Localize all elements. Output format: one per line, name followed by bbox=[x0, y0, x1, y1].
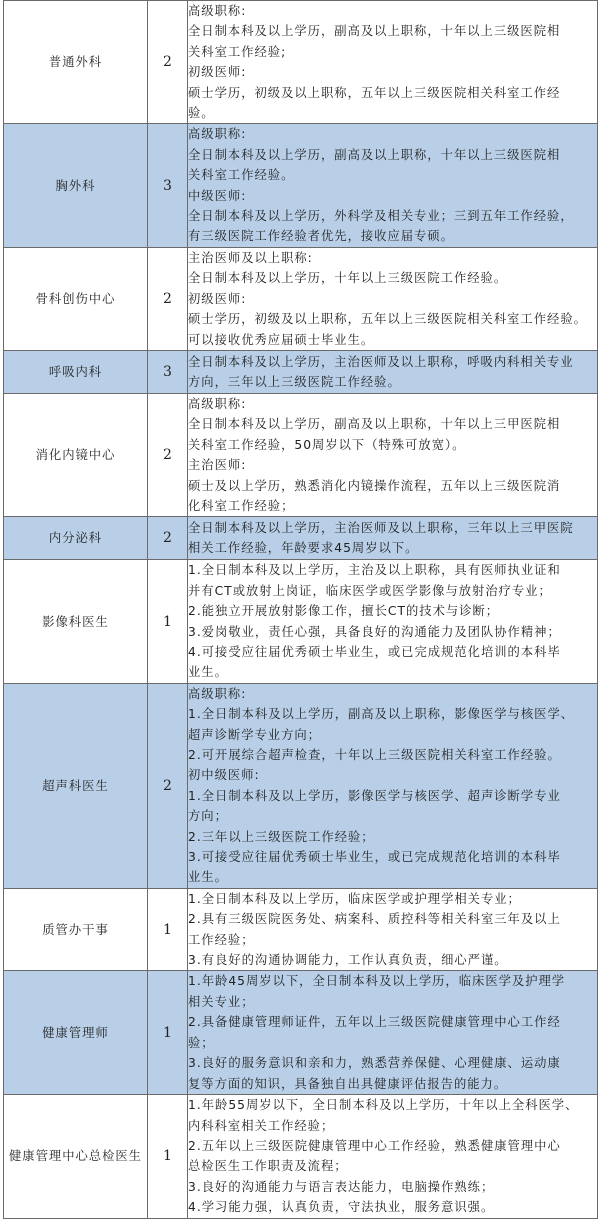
requirement-line: 总检医生工作职责及流程； bbox=[188, 1159, 348, 1174]
department-cell: 普通外科 bbox=[4, 1, 148, 124]
requirement-line: 初级医师: bbox=[188, 291, 247, 306]
requirement-line: 相关工作经验，年龄要求45周岁以下。 bbox=[188, 541, 419, 556]
table-row bbox=[4, 350, 598, 393]
table-row bbox=[4, 971, 598, 1094]
requirement-line: 1.全日制本科及以上学历，主治及以上职称，具有医师执业证和 bbox=[188, 563, 561, 578]
requirement-line: 可以接收优秀应届硕士毕业生。 bbox=[188, 332, 375, 347]
requirement-line: 1.年龄45周岁以下，全日制本科及以上学历，临床医学及护理学 bbox=[188, 974, 566, 989]
requirement-line: 2.可开展综合超声检查，十年以上三级医院相关科室工作经验。 bbox=[188, 748, 561, 762]
requirement-line: 2.三年以上三级医院工作经验； bbox=[188, 829, 375, 844]
table-row bbox=[4, 888, 598, 971]
requirements-cell bbox=[188, 1, 598, 124]
requirement-line: 硕士学历，初级及以上职称，五年以上三级医院相关科室工作经验。 bbox=[188, 312, 587, 327]
requirement-line: 初中级医师: bbox=[188, 768, 260, 783]
requirement-line: 1.全日制本科及以上学历，副高及以上职称，影像医学与核医学、 bbox=[188, 707, 575, 722]
table-row bbox=[4, 1, 598, 124]
department-cell: 内分泌科 bbox=[4, 517, 148, 560]
table-row bbox=[4, 517, 598, 560]
requirement-line: 化科室工作经验； bbox=[188, 498, 295, 513]
requirement-line: 3.有良好的沟通协调能力，工作认真负责，细心严谨。 bbox=[188, 953, 508, 968]
table-row bbox=[4, 124, 598, 247]
requirement-line: 中级医师: bbox=[188, 188, 247, 203]
table-row bbox=[4, 247, 598, 350]
requirement-line: 业生。 bbox=[188, 665, 228, 680]
requirement-line: 全日制本科及以上学历，副高及以上职称，十年以上三甲医院相 bbox=[188, 417, 561, 432]
requirements-cell bbox=[188, 560, 598, 683]
requirement-line: 全日制本科及以上学历，主治医师及以上职称，呼吸内科相关专业 bbox=[188, 354, 574, 369]
requirement-line: 并有CT或放射上岗证，临床医学或医学影像与放射治疗专业； bbox=[188, 583, 552, 598]
requirement-line: 业生。 bbox=[188, 870, 228, 885]
requirement-line: 硕士学历，初级及以上职称，五年以上三级医院相关科室工作经 bbox=[188, 85, 561, 100]
recruitment-table-body bbox=[4, 1, 598, 1219]
requirement-line: 相关专业； bbox=[188, 994, 255, 1009]
requirement-line: 硕士及以上学历，熟悉消化内镜操作流程，五年以上三级医院消 bbox=[188, 478, 561, 493]
requirement-line: 4.学习能力强，认真负责，守法执业，服务意识强。 bbox=[188, 1200, 495, 1215]
requirement-line: 方向； bbox=[188, 809, 228, 824]
department-cell: 健康管理师 bbox=[4, 971, 148, 1094]
requirement-line: 1.全日制本科及以上学历，影像医学与核医学、超声诊断学专业 bbox=[188, 788, 561, 803]
requirements-cell bbox=[188, 683, 598, 888]
table-row bbox=[4, 393, 598, 516]
headcount-cell: 1 bbox=[148, 560, 188, 683]
department-cell: 呼吸内科 bbox=[4, 350, 148, 393]
requirement-line: 初级医师: bbox=[188, 65, 247, 80]
requirements-cell bbox=[188, 393, 598, 516]
requirement-line: 方向，三年以上三级医院工作经验。 bbox=[188, 374, 401, 389]
recruitment-table bbox=[3, 0, 598, 1219]
requirement-line: 关科室工作经验，50周岁以下（特殊可放宽）。 bbox=[188, 437, 466, 452]
table-row bbox=[4, 683, 598, 888]
department-cell: 质管办干事 bbox=[4, 888, 148, 971]
requirement-line: 4.可接受应往届优秀硕士毕业生，或已完成规范化培训的本科毕 bbox=[188, 644, 561, 659]
requirement-line: 2.具有三级医院医务处、病案科、质控科等相关科室三年及以上 bbox=[188, 912, 561, 927]
requirement-line: 全日制本科及以上学历，十年以上三级医院工作经验。 bbox=[188, 271, 508, 286]
requirement-line: 3.良好的沟通能力与语言表达能力，电脑操作熟练； bbox=[188, 1179, 495, 1194]
headcount-cell: 2 bbox=[148, 517, 188, 560]
requirement-line: 复等方面的知识，具备独自出具健康评估报告的能力。 bbox=[188, 1076, 508, 1091]
headcount-cell: 2 bbox=[148, 247, 188, 350]
requirement-line: 高级职称: bbox=[188, 686, 247, 701]
requirement-line: 关科室工作经验; bbox=[188, 44, 287, 59]
requirement-line: 全日制本科及以上学历，主治医师及以上职称，三年以上三甲医院 bbox=[188, 520, 574, 535]
requirement-line: 3.良好的服务意识和亲和力，熟悉营养保健、心理健康、运动康 bbox=[188, 1056, 561, 1071]
headcount-cell: 1 bbox=[148, 1094, 188, 1218]
requirement-line: 全日制本科及以上学历，副高及以上职称，十年以上三级医院相 bbox=[188, 147, 561, 162]
requirement-line: 3.可接受应往届优秀硕士毕业生，或已完成规范化培训的本科毕 bbox=[188, 850, 561, 865]
requirement-line: 高级职称: bbox=[188, 396, 247, 411]
requirement-line: 3.爱岗敬业，责任心强，具备良好的沟通能力及团队协作精神； bbox=[188, 624, 561, 639]
department-cell: 胸外科 bbox=[4, 124, 148, 247]
requirement-line: 全日制本科及以上学历，外科学及相关专业；三到五年工作经验， bbox=[188, 209, 574, 224]
requirement-line: 高级职称: bbox=[188, 127, 247, 142]
requirement-line: 超声诊断学专业方向； bbox=[188, 727, 321, 742]
requirement-line: 主治医师及以上职称: bbox=[188, 250, 313, 265]
requirement-line: 关科室工作经验。 bbox=[188, 168, 295, 183]
requirement-line: 高级职称: bbox=[188, 4, 247, 18]
headcount-cell: 1 bbox=[148, 971, 188, 1094]
requirement-line: 2.能独立开展放射影像工作，擅长CT的技术与诊断； bbox=[188, 604, 500, 619]
department-cell: 骨科创伤中心 bbox=[4, 247, 148, 350]
headcount-cell: 1 bbox=[148, 888, 188, 971]
requirements-cell bbox=[188, 971, 598, 1094]
department-cell: 影像科医生 bbox=[4, 560, 148, 683]
department-cell: 超声科医生 bbox=[4, 683, 148, 888]
headcount-cell: 3 bbox=[148, 350, 188, 393]
headcount-cell: 2 bbox=[148, 393, 188, 516]
requirement-line: 验。 bbox=[188, 106, 215, 121]
department-cell: 健康管理中心总检医生 bbox=[4, 1094, 148, 1218]
requirement-line: 1.年龄55周岁以下，全日制本科及以上学历，十年以上全科医学、 bbox=[188, 1098, 579, 1113]
requirement-line: 全日制本科及以上学历，副高及以上职称，十年以上三级医院相 bbox=[188, 24, 561, 39]
headcount-cell: 3 bbox=[148, 124, 188, 247]
headcount-cell: 2 bbox=[148, 1, 188, 124]
requirements-cell bbox=[188, 350, 598, 393]
requirement-line: 验； bbox=[188, 1035, 215, 1050]
requirements-cell bbox=[188, 517, 598, 560]
requirement-line: 2.具备健康管理师证件，五年以上三级医院健康管理中心工作经 bbox=[188, 1015, 561, 1030]
requirements-cell bbox=[188, 124, 598, 247]
requirement-line: 内科科室相关工作经验； bbox=[188, 1118, 335, 1133]
requirement-line: 有三级医院工作经验者优先，接收应届专硕。 bbox=[188, 229, 454, 244]
department-cell: 消化内镜中心 bbox=[4, 393, 148, 516]
requirement-line: 1.全日制本科及以上学历，临床医学或护理学相关专业； bbox=[188, 891, 521, 906]
headcount-cell: 2 bbox=[148, 683, 188, 888]
table-row bbox=[4, 560, 598, 683]
requirement-line: 主治医师: bbox=[188, 458, 247, 473]
requirement-line: 2.五年以上三级医院健康管理中心工作经验，熟悉健康管理中心 bbox=[188, 1139, 561, 1153]
requirements-cell bbox=[188, 247, 598, 350]
requirements-cell bbox=[188, 888, 598, 971]
requirement-line: 工作经验； bbox=[188, 932, 255, 947]
